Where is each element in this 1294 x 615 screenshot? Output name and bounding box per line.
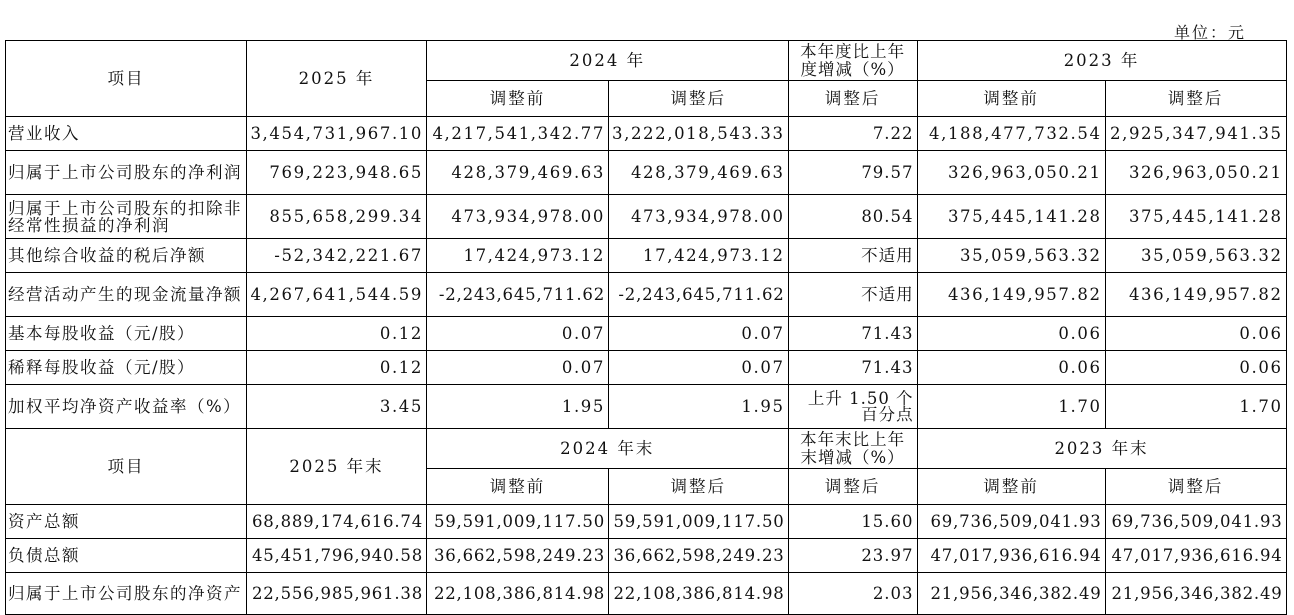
header-2023-after: 调整后 bbox=[1105, 81, 1286, 117]
cell-v2023-before: 69,736,509,041.93 bbox=[917, 505, 1105, 539]
cell-v2025: 0.12 bbox=[247, 317, 427, 351]
cell-v2023-before: 4,188,477,732.54 bbox=[917, 117, 1105, 151]
header-year-2025: 2025 年 bbox=[247, 41, 427, 117]
header2-year-2024: 2024 年末 bbox=[427, 429, 789, 469]
cell-v2023-before: 35,059,563.32 bbox=[917, 239, 1105, 273]
cell-v2024-after: 473,934,978.00 bbox=[609, 195, 789, 239]
cell-change: 80.54 bbox=[788, 195, 917, 239]
cell-v2024-before: 36,662,598,249.23 bbox=[427, 539, 609, 573]
cell-v2024-before: 17,424,973.12 bbox=[427, 239, 609, 273]
cell-v2025: 769,223,948.65 bbox=[247, 151, 427, 195]
cell-v2024-after: 428,379,469.63 bbox=[609, 151, 789, 195]
cell-v2025: 68,889,174,616.74 bbox=[247, 505, 427, 539]
cell-change: 23.97 bbox=[788, 539, 917, 573]
cell-v2024-before: 59,591,009,117.50 bbox=[427, 505, 609, 539]
header-change: 本年度比上年度增减（%） bbox=[788, 41, 917, 81]
cell-v2024-after: 0.07 bbox=[609, 317, 789, 351]
header2-2024-before: 调整前 bbox=[427, 469, 609, 505]
cell-v2024-after: 0.07 bbox=[609, 351, 789, 385]
row-item-label: 经营活动产生的现金流量净额 bbox=[6, 273, 247, 317]
cell-v2023-before: 1.70 bbox=[917, 385, 1105, 429]
cell-v2025: 3,454,731,967.10 bbox=[247, 117, 427, 151]
table-row bbox=[6, 317, 1287, 351]
row-item-label: 归属于上市公司股东的净利润 bbox=[6, 151, 247, 195]
header2-2024-after: 调整后 bbox=[609, 469, 789, 505]
cell-change: 2.03 bbox=[788, 573, 917, 615]
header2-item: 项目 bbox=[6, 429, 247, 505]
table-row bbox=[6, 117, 1287, 151]
cell-v2023-after: 0.06 bbox=[1105, 351, 1286, 385]
row-item-label: 营业收入 bbox=[6, 117, 247, 151]
header-year-2023: 2023 年 bbox=[917, 41, 1286, 81]
cell-change: 15.60 bbox=[788, 505, 917, 539]
cell-v2024-after: -2,243,645,711.62 bbox=[609, 273, 789, 317]
cell-v2024-after: 36,662,598,249.23 bbox=[609, 539, 789, 573]
cell-v2023-before: 375,445,141.28 bbox=[917, 195, 1105, 239]
cell-v2025: 0.12 bbox=[247, 351, 427, 385]
row-item-label: 稀释每股收益（元/股） bbox=[6, 351, 247, 385]
cell-v2023-after: 375,445,141.28 bbox=[1105, 195, 1286, 239]
row-item-label: 归属于上市公司股东的净资产 bbox=[6, 573, 247, 615]
cell-v2024-before: 22,108,386,814.98 bbox=[427, 573, 609, 615]
cell-v2023-after: 2,925,347,941.35 bbox=[1105, 117, 1286, 151]
header-row-1 bbox=[6, 41, 1287, 81]
cell-v2023-after: 47,017,936,616.94 bbox=[1105, 539, 1286, 573]
cell-v2023-before: 47,017,936,616.94 bbox=[917, 539, 1105, 573]
cell-change: 79.57 bbox=[788, 151, 917, 195]
table-row bbox=[6, 385, 1287, 429]
cell-v2023-after: 0.06 bbox=[1105, 317, 1286, 351]
cell-v2024-after: 22,108,386,814.98 bbox=[609, 573, 789, 615]
header-2023-before: 调整前 bbox=[917, 81, 1105, 117]
cell-v2023-after: 35,059,563.32 bbox=[1105, 239, 1286, 273]
cell-v2025: 45,451,796,940.58 bbox=[247, 539, 427, 573]
unit-label: 单位：元 bbox=[1174, 23, 1247, 42]
table-row bbox=[6, 239, 1287, 273]
cell-v2023-after: 21,956,346,382.49 bbox=[1105, 573, 1286, 615]
cell-v2023-before: 326,963,050.21 bbox=[917, 151, 1105, 195]
header2-change: 本年末比上年末增减（%） bbox=[788, 429, 917, 469]
cell-v2024-before: 428,379,469.63 bbox=[427, 151, 609, 195]
cell-v2025: 3.45 bbox=[247, 385, 427, 429]
cell-v2023-after: 436,149,957.82 bbox=[1105, 273, 1286, 317]
row-item-label: 归属于上市公司股东的扣除非经常性损益的净利润 bbox=[6, 195, 247, 239]
table-row bbox=[6, 351, 1287, 385]
cell-v2024-before: 1.95 bbox=[427, 385, 609, 429]
cell-change: 7.22 bbox=[788, 117, 917, 151]
cell-v2023-after: 1.70 bbox=[1105, 385, 1286, 429]
row-item-label: 基本每股收益（元/股） bbox=[6, 317, 247, 351]
header-item: 项目 bbox=[6, 41, 247, 117]
table-row bbox=[6, 539, 1287, 573]
cell-v2024-before: 4,217,541,342.77 bbox=[427, 117, 609, 151]
table-row bbox=[6, 151, 1287, 195]
cell-v2025: -52,342,221.67 bbox=[247, 239, 427, 273]
cell-v2024-before: 473,934,978.00 bbox=[427, 195, 609, 239]
row-item-label: 其他综合收益的税后净额 bbox=[6, 239, 247, 273]
header2-2023-before: 调整前 bbox=[917, 469, 1105, 505]
cell-v2025: 22,556,985,961.38 bbox=[247, 573, 427, 615]
cell-v2025: 855,658,299.34 bbox=[247, 195, 427, 239]
header-2024-after: 调整后 bbox=[609, 81, 789, 117]
header-2024-before: 调整前 bbox=[427, 81, 609, 117]
cell-v2023-before: 21,956,346,382.49 bbox=[917, 573, 1105, 615]
cell-v2024-after: 1.95 bbox=[609, 385, 789, 429]
cell-v2024-before: 0.07 bbox=[427, 317, 609, 351]
row-item-label: 资产总额 bbox=[6, 505, 247, 539]
cell-v2025: 4,267,641,544.59 bbox=[247, 273, 427, 317]
financial-table-body bbox=[6, 41, 1287, 615]
table-row bbox=[6, 573, 1287, 615]
cell-v2023-after: 326,963,050.21 bbox=[1105, 151, 1286, 195]
cell-change: 71.43 bbox=[788, 351, 917, 385]
table-row bbox=[6, 273, 1287, 317]
cell-v2023-after: 69,736,509,041.93 bbox=[1105, 505, 1286, 539]
header2-2023-after: 调整后 bbox=[1105, 469, 1286, 505]
cell-v2023-before: 0.06 bbox=[917, 351, 1105, 385]
table-row bbox=[6, 505, 1287, 539]
table-row bbox=[6, 195, 1287, 239]
cell-v2024-after: 3,222,018,543.33 bbox=[609, 117, 789, 151]
header-change-after: 调整后 bbox=[788, 81, 917, 117]
cell-v2024-after: 17,424,973.12 bbox=[609, 239, 789, 273]
cell-v2023-before: 436,149,957.82 bbox=[917, 273, 1105, 317]
header-row-2 bbox=[6, 429, 1287, 469]
cell-v2023-before: 0.06 bbox=[917, 317, 1105, 351]
financial-table bbox=[5, 40, 1287, 615]
cell-change: 不适用 bbox=[788, 273, 917, 317]
cell-v2024-after: 59,591,009,117.50 bbox=[609, 505, 789, 539]
cell-v2024-before: 0.07 bbox=[427, 351, 609, 385]
header2-year-2023: 2023 年末 bbox=[917, 429, 1286, 469]
cell-change: 不适用 bbox=[788, 239, 917, 273]
cell-v2024-before: -2,243,645,711.62 bbox=[427, 273, 609, 317]
cell-change: 上升 1.50 个百分点 bbox=[788, 385, 917, 429]
header2-change-after: 调整后 bbox=[788, 469, 917, 505]
cell-change: 71.43 bbox=[788, 317, 917, 351]
row-item-label: 加权平均净资产收益率（%） bbox=[6, 385, 247, 429]
header-year-2024: 2024 年 bbox=[427, 41, 789, 81]
row-item-label: 负债总额 bbox=[6, 539, 247, 573]
header2-year-2025: 2025 年末 bbox=[247, 429, 427, 505]
